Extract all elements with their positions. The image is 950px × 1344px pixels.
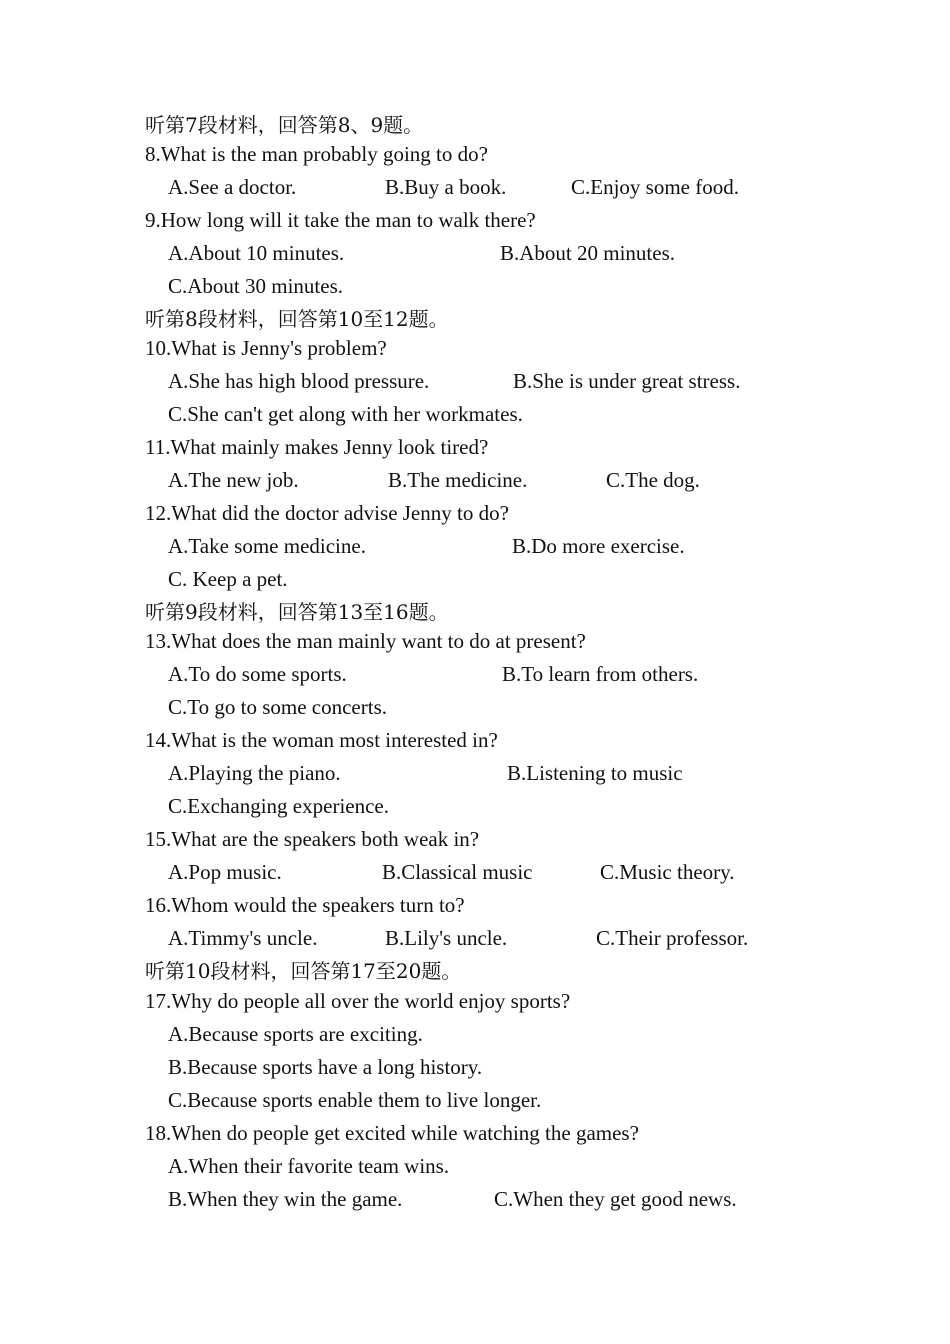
- section-heading-7: 听第7段材料，回答第8、9题。: [145, 113, 424, 137]
- question-15-option-a: A.Pop music.: [168, 860, 282, 884]
- question-12-option-c: C. Keep a pet.: [168, 567, 288, 591]
- question-14-stem: 14.What is the woman most interested in?: [145, 728, 498, 752]
- question-17-stem: 17.Why do people all over the world enjoy sports?: [145, 989, 571, 1013]
- question-8-stem: 8.What is the man probably going to do?: [145, 142, 488, 166]
- question-9-stem: 9.How long will it take the man to walk there?: [145, 208, 536, 232]
- question-10-stem: 10.What is Jenny's problem?: [145, 336, 387, 360]
- question-17-option-b: B.Because sports have a long history.: [168, 1055, 483, 1079]
- question-18-option-a: A.When their favorite team wins.: [168, 1154, 450, 1178]
- section-heading-10: 听第10段材料，回答第17至20题。: [145, 959, 462, 983]
- question-17-option-c: C.Because sports enable them to live longer.: [168, 1088, 542, 1112]
- question-18-option-b: B.When they win the game.: [168, 1187, 403, 1211]
- question-17-option-a: A.Because sports are exciting.: [168, 1022, 423, 1046]
- question-9-option-c: C.About 30 minutes.: [168, 274, 344, 298]
- question-11-stem: 11.What mainly makes Jenny look tired?: [145, 435, 489, 459]
- question-10-option-b: B.She is under great stress.: [513, 369, 741, 393]
- question-12-option-b: B.Do more exercise.: [512, 534, 685, 558]
- question-14-option-c: C.Exchanging experience.: [168, 794, 389, 818]
- question-8-option-a: A.See a doctor.: [168, 175, 297, 199]
- question-11-option-c: C.The dog.: [606, 468, 700, 492]
- question-9-option-b: B.About 20 minutes.: [500, 241, 676, 265]
- question-11-option-b: B.The medicine.: [388, 468, 528, 492]
- question-8-option-c: C.Enjoy some food.: [571, 175, 739, 199]
- question-11-option-a: A.The new job.: [168, 468, 299, 492]
- section-heading-8: 听第8段材料，回答第10至12题。: [145, 307, 449, 331]
- question-12-stem: 12.What did the doctor advise Jenny to do?: [145, 501, 509, 525]
- question-16-stem: 16.Whom would the speakers turn to?: [145, 893, 465, 917]
- question-18-stem: 18.When do people get excited while watching the games?: [145, 1121, 639, 1145]
- section-heading-9: 听第9段材料，回答第13至16题。: [145, 600, 449, 624]
- question-13-option-b: B.To learn from others.: [502, 662, 699, 686]
- question-16-option-a: A.Timmy's uncle.: [168, 926, 318, 950]
- question-16-option-c: C.Their professor.: [596, 926, 749, 950]
- question-13-option-c: C.To go to some concerts.: [168, 695, 387, 719]
- question-10-option-c: C.She can't get along with her workmates.: [168, 402, 523, 426]
- question-13-stem: 13.What does the man mainly want to do at present?: [145, 629, 586, 653]
- question-16-option-b: B.Lily's uncle.: [385, 926, 508, 950]
- question-9-option-a: A.About 10 minutes.: [168, 241, 345, 265]
- question-13-option-a: A.To do some sports.: [168, 662, 347, 686]
- question-8-option-b: B.Buy a book.: [385, 175, 507, 199]
- question-12-option-a: A.Take some medicine.: [168, 534, 366, 558]
- question-14-option-a: A.Playing the piano.: [168, 761, 341, 785]
- question-15-stem: 15.What are the speakers both weak in?: [145, 827, 480, 851]
- question-15-option-c: C.Music theory.: [600, 860, 735, 884]
- question-15-option-b: B.Classical music: [382, 860, 533, 884]
- question-10-option-a: A.She has high blood pressure.: [168, 369, 430, 393]
- question-18-option-c: C.When they get good news.: [494, 1187, 737, 1211]
- question-14-option-b: B.Listening to music: [507, 761, 683, 785]
